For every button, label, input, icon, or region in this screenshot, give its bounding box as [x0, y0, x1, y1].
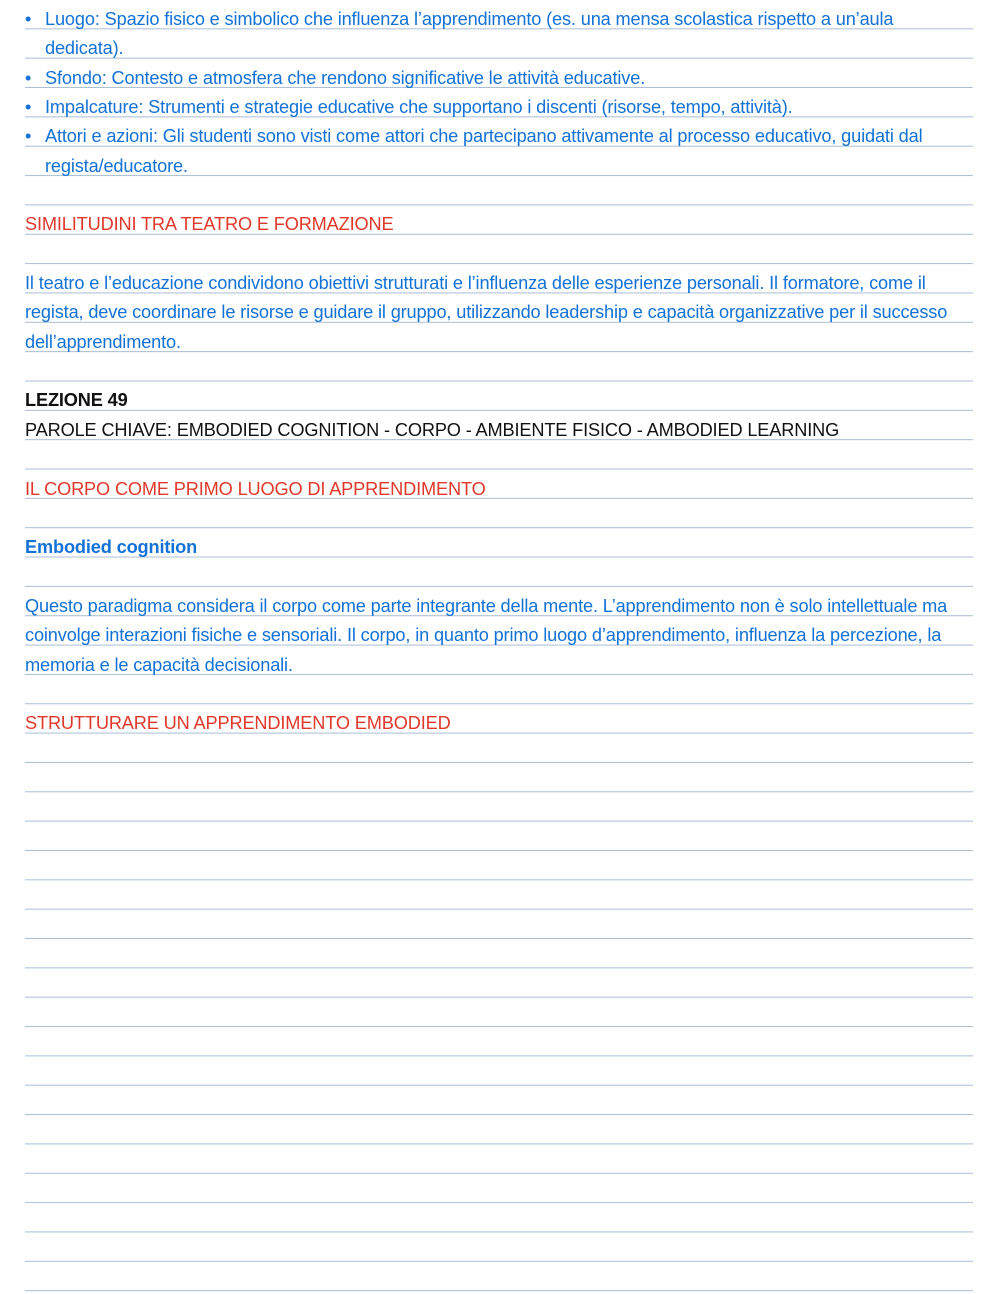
paragraph-embodied-cognition: Questo paradigma considera il corpo come parte integrante della mente. L’apprendimento non è solo intellettuale ma coinvolge interazioni fisiche e sensoriali. Il corpo, in quanto primo luogo d’apprendimento, influenza la percezione, la memoria e le capacità decisionali. [25, 595, 948, 675]
section-heading-similitudini: SIMILITUDINI TRA TEATRO E FORMAZIONE [25, 214, 394, 235]
bullet-icon: • [25, 97, 32, 118]
paragraph-teatro-formazione: Il teatro e l’educazione condividono obiettivi strutturati e l’influenza delle esperienze personali. Il formatore, come il regista, deve coordinare le risorse e guidare il gruppo, utilizzando leadership e capacità organizzative per il successo dell’apprendimento. [25, 273, 948, 352]
bullet-list [25, 5, 973, 181]
blank-line [25, 357, 973, 386]
bullet-text: Luogo: Spazio fisico e simbolico che influenza l’apprendimento (es. una mensa scolastica rispetto a un’aula dedicata). [45, 9, 894, 59]
blank-line [25, 240, 973, 269]
list-item [25, 5, 973, 64]
bullet-text: Impalcature: Strumenti e strategie educative che supportano i discenti (risorse, tempo, attività). [45, 97, 793, 118]
subheading-embodied-cognition: Embodied cognition [25, 537, 198, 558]
bullet-icon: • [25, 67, 32, 88]
blank-line [25, 181, 973, 210]
bullet-icon: • [25, 126, 32, 147]
bullet-text: Attori e azioni: Gli studenti sono visti come attori che partecipano attivamente al processo educativo, guidati dal regista/educatore. [45, 126, 923, 176]
section-heading-corpo: IL CORPO COME PRIMO LUOGO DI APPRENDIMENTO [25, 478, 486, 499]
lesson-keywords: PAROLE CHIAVE: EMBODIED COGNITION - CORPO - AMBIENTE FISICO - AMBODIED LEARNING [25, 419, 840, 440]
list-item [25, 93, 973, 122]
blank-line [25, 504, 973, 533]
section-heading-strutturare: STRUTTURARE UN APPRENDIMENTO EMBODIED [25, 713, 451, 734]
blank-line [25, 680, 973, 709]
bullet-icon: • [25, 9, 32, 29]
blank-line [25, 445, 973, 474]
lesson-title: LEZIONE 49 [25, 390, 128, 411]
notes-content [25, 5, 973, 739]
list-item [25, 64, 973, 93]
list-item [25, 122, 973, 181]
blank-line [25, 563, 973, 592]
bullet-text: Sfondo: Contesto e atmosfera che rendono significative le attività educative. [45, 67, 646, 88]
